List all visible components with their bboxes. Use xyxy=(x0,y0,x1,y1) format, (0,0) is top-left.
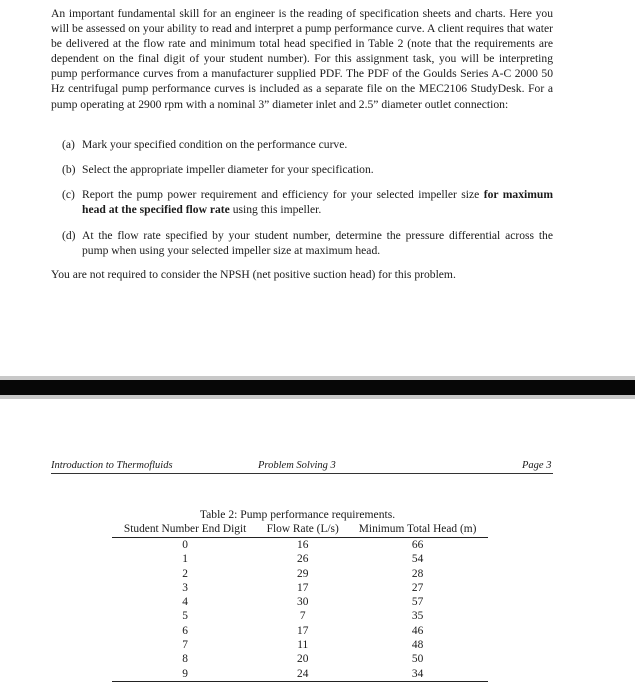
cell-digit: 4 xyxy=(182,596,188,609)
cell-head: 57 xyxy=(411,596,424,609)
table-row xyxy=(112,552,488,566)
cell-digit: 0 xyxy=(182,539,188,551)
header-rule xyxy=(51,473,553,474)
item-text-bold: for maximum head at the specified flow rate xyxy=(82,188,553,217)
item-text-pre: Report the pump power requirement and efficiency for your selected impeller size xyxy=(82,188,484,201)
table-caption: Table 2: Pump performance requirements. xyxy=(199,508,396,521)
table-row xyxy=(112,581,488,595)
cell-digit: 8 xyxy=(182,653,188,666)
cell-flow: 11 xyxy=(297,639,309,652)
item-label: (d) xyxy=(62,229,76,242)
cell-flow: 7 xyxy=(299,610,306,623)
item-label: (c) xyxy=(62,188,75,201)
header-course-title: Introduction to Thermofluids xyxy=(51,460,173,471)
cell-flow: 29 xyxy=(297,567,309,580)
cell-head: 66 xyxy=(411,539,424,551)
item-text: At the flow rate specified by your student number, determine the pressure differential across the pump when using your selected impeller size at maximum head. xyxy=(82,229,553,258)
cell-head: 28 xyxy=(411,567,424,580)
page-gap-light xyxy=(0,395,635,399)
cell-flow: 30 xyxy=(297,596,309,609)
cell-head: 50 xyxy=(411,653,424,666)
cell-flow: 17 xyxy=(297,581,309,594)
cell-flow: 26 xyxy=(297,553,309,566)
table-row xyxy=(112,609,488,623)
cell-digit: 2 xyxy=(182,567,188,580)
column-header-head: Minimum Total Head (m) xyxy=(358,523,477,535)
list-item-d xyxy=(62,228,553,258)
table-row xyxy=(112,595,488,609)
cell-head: 46 xyxy=(411,624,424,637)
header-page-number: Page 3 xyxy=(522,460,552,471)
cell-digit: 9 xyxy=(182,667,188,680)
cell-digit: 3 xyxy=(182,581,188,594)
cell-head: 48 xyxy=(411,639,424,652)
column-header-digit: Student Number End Digit xyxy=(123,523,247,535)
cell-digit: 1 xyxy=(182,553,188,566)
table-row xyxy=(112,652,488,666)
list-item-a xyxy=(62,137,553,152)
cell-head: 54 xyxy=(411,553,424,566)
closing-note: You are not required to consider the NPSH (net positive suction head) for this problem. xyxy=(51,268,456,281)
cell-head: 27 xyxy=(411,581,424,594)
cell-flow: 20 xyxy=(297,653,309,666)
pump-requirements-table xyxy=(112,521,488,682)
item-text-post: using this impeller. xyxy=(229,203,322,217)
cell-flow: 24 xyxy=(297,667,309,680)
cell-digit: 7 xyxy=(182,639,188,652)
intro-paragraph: An important fundamental skill for an engineer is the reading of specification sheets and charts. Here you will be assessed on your ability to read and interpret a pump performance curve. A client requires that water be delivered at the flow rate and minimum total head specified in Table 2 (note that the requirements are dependent on the final digit of your student number). For this assignment task, you will be interpreting pump performance curves from a manufacturer supplied PDF. The PDF of the Goulds Series A-C 2000 50 Hz centrifugal pump performance curves is included as a separate file on the MEC2106 StudyDesk. For a pump operating at 2900 rpm with a nominal 3” diameter inlet and 2.5” diameter outlet connection: xyxy=(51,7,553,111)
cell-head: 34 xyxy=(411,667,424,680)
header-section-title: Problem Solving 3 xyxy=(258,460,336,471)
table-row xyxy=(112,667,488,682)
column-header-flow: Flow Rate (L/s) xyxy=(266,523,339,535)
list-item-c xyxy=(62,187,553,217)
table-row xyxy=(112,567,488,581)
item-text: Mark your specified condition on the performance curve. xyxy=(82,138,348,151)
cell-digit: 6 xyxy=(182,624,188,637)
item-label: (b) xyxy=(62,163,76,176)
item-text xyxy=(82,187,553,217)
table-row xyxy=(112,638,488,652)
cell-flow: 16 xyxy=(297,539,309,551)
item-label: (a) xyxy=(62,138,75,151)
table-row xyxy=(112,538,488,553)
page-separator-bar xyxy=(0,380,635,395)
list-item-b xyxy=(62,162,553,177)
cell-digit: 5 xyxy=(182,610,188,623)
item-text: Select the appropriate impeller diameter for your specification. xyxy=(82,163,374,176)
table-header-row xyxy=(112,521,488,538)
cell-flow: 17 xyxy=(297,624,309,637)
cell-head: 35 xyxy=(411,610,424,623)
table-row xyxy=(112,624,488,638)
